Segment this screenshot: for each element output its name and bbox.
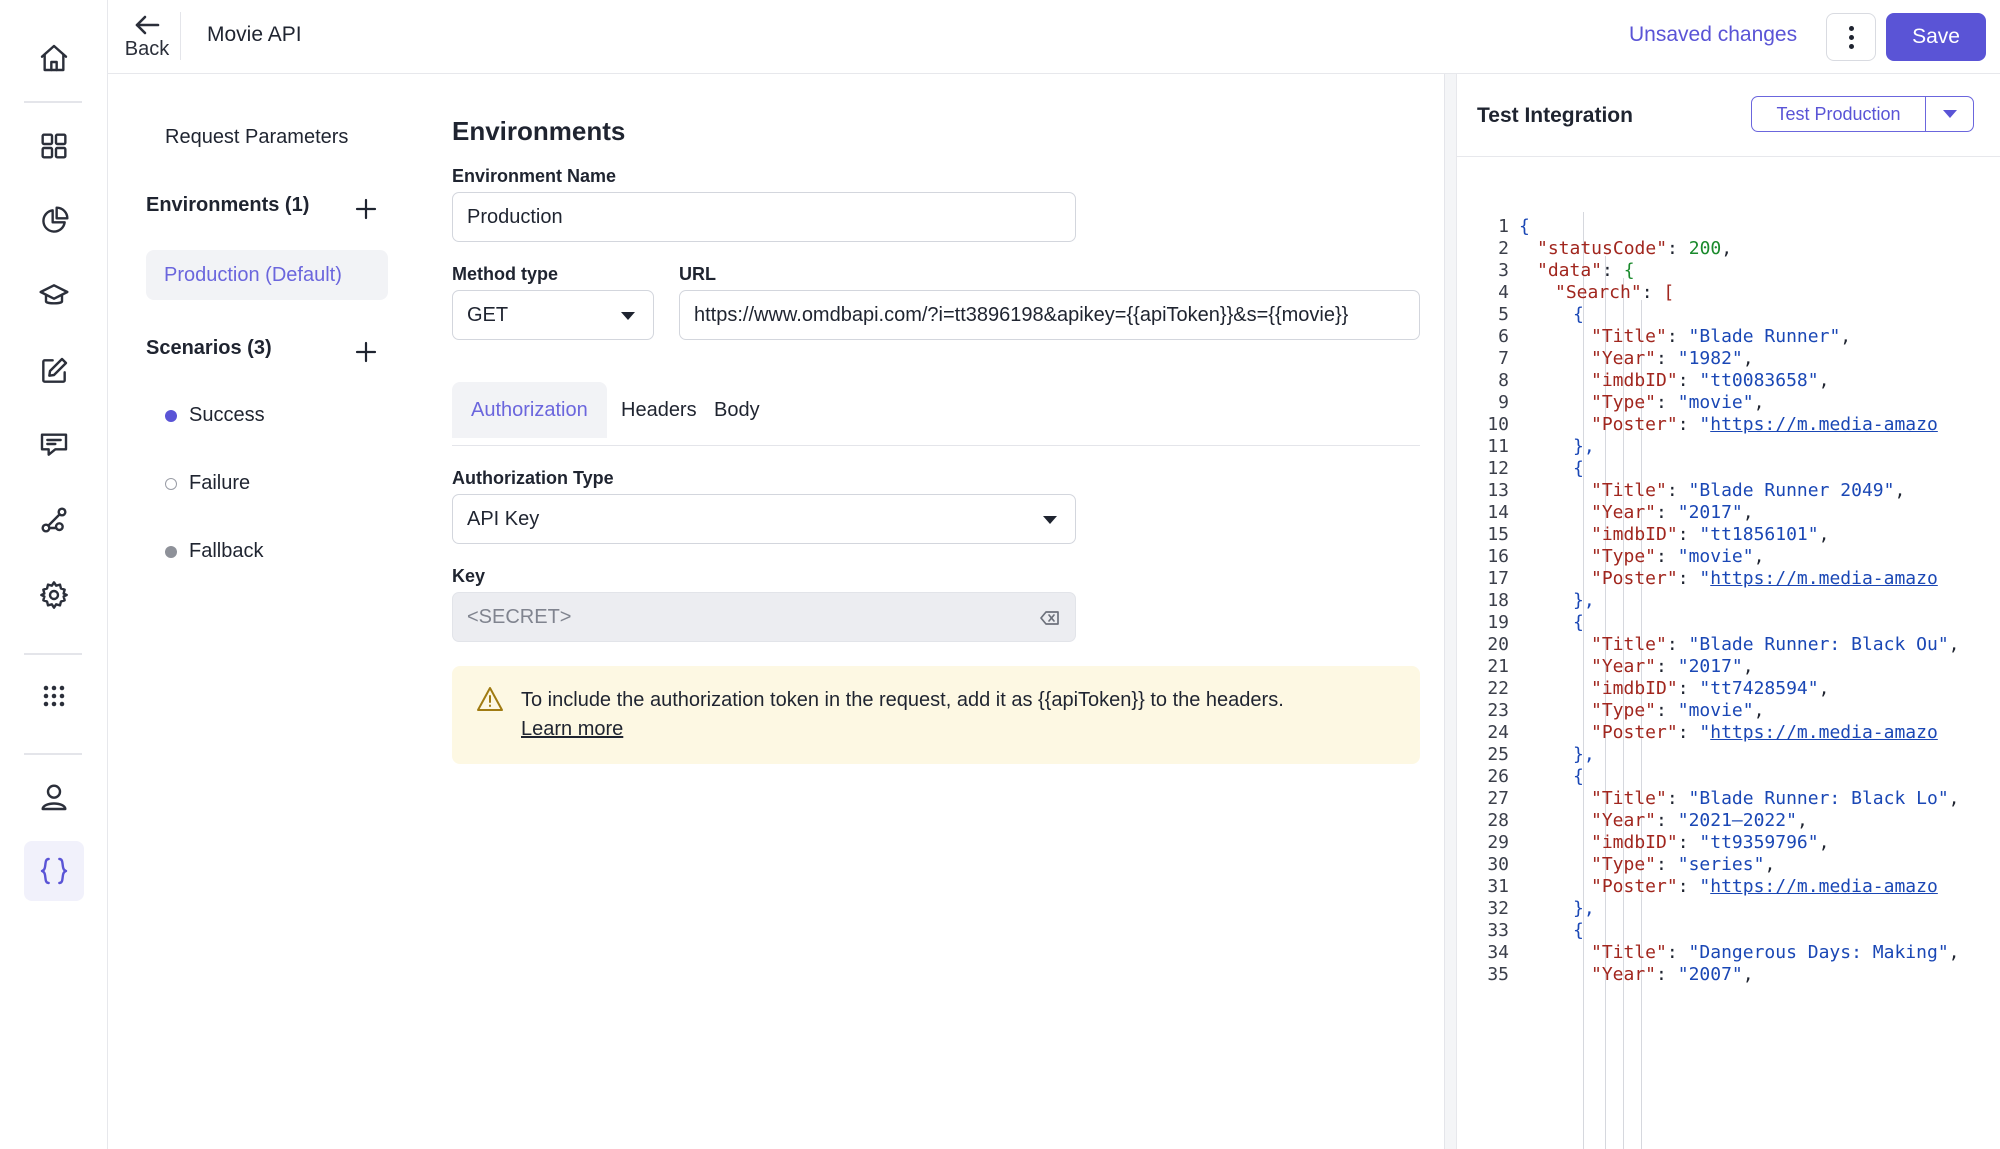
json-string-value: tt9359796 xyxy=(1710,832,1808,853)
settings-gear-icon[interactable] xyxy=(24,565,84,625)
line-number: 13 xyxy=(1487,480,1509,501)
kebab-dot xyxy=(1849,26,1854,31)
analytics-pie-icon[interactable] xyxy=(24,191,84,251)
back-label: Back xyxy=(124,37,170,60)
poster-link[interactable]: https://m.media-amazo xyxy=(1710,414,1938,435)
line-number: 14 xyxy=(1487,502,1509,523)
code-line: "Year": "2021–2022", xyxy=(1591,810,1808,831)
code-line: { xyxy=(1573,458,1584,479)
line-number: 20 xyxy=(1487,634,1509,655)
tab-headers[interactable]: Headers xyxy=(621,398,697,421)
code-line: "data": { xyxy=(1537,260,1635,281)
more-options-button[interactable] xyxy=(1826,13,1876,61)
code-line: "Poster": "https://m.media-amazo xyxy=(1591,722,1938,743)
alert-text: To include the authorization token in the request, add it as {{apiToken}} to the headers. xyxy=(521,689,1284,711)
header-divider xyxy=(180,12,181,60)
code-line: "Title": "Blade Runner: Black Lo", xyxy=(1591,788,1960,809)
code-line: "Title": "Dangerous Days: Making", xyxy=(1591,942,1960,963)
json-string-value: Dangerous Days: Making xyxy=(1699,942,1938,963)
json-string-value: 1982 xyxy=(1688,348,1732,369)
line-number: 1 xyxy=(1498,216,1509,237)
test-integration-panel xyxy=(1444,74,2000,1149)
line-number: 6 xyxy=(1498,326,1509,347)
tab-authorization[interactable]: Authorization xyxy=(452,382,607,438)
code-line: }, xyxy=(1573,898,1595,919)
environment-name-input[interactable]: Production xyxy=(452,192,1076,242)
line-number: 28 xyxy=(1487,810,1509,831)
code-line: "Year": "2017", xyxy=(1591,502,1754,523)
graduation-cap-icon[interactable] xyxy=(24,266,84,326)
line-number: 26 xyxy=(1487,766,1509,787)
code-line: "Year": "2007", xyxy=(1591,964,1754,985)
caret-down-icon xyxy=(621,312,635,320)
scenario-label: Fallback xyxy=(189,540,264,562)
status-code-value: 200 xyxy=(1688,238,1722,259)
status-dot-filled xyxy=(165,410,177,422)
line-number: 17 xyxy=(1487,568,1509,589)
code-line: }, xyxy=(1573,590,1595,611)
line-number: 15 xyxy=(1487,524,1509,545)
code-line: "imdbID": "tt7428594", xyxy=(1591,678,1830,699)
code-line: "Year": "1982", xyxy=(1591,348,1754,369)
code-line: "Poster": "https://m.media-amazo xyxy=(1591,568,1938,589)
panel-resize-handle[interactable] xyxy=(1445,74,1457,1149)
rail-divider xyxy=(24,653,82,655)
code-line: "Year": "2017", xyxy=(1591,656,1754,677)
scenario-label: Success xyxy=(189,404,265,426)
top-bar xyxy=(108,0,2000,74)
code-line: }, xyxy=(1573,436,1595,457)
scenario-item-success[interactable] xyxy=(165,404,265,427)
json-string-value: movie xyxy=(1688,700,1743,721)
code-line: { xyxy=(1573,766,1584,787)
code-line: "Poster": "https://m.media-amazo xyxy=(1591,876,1938,897)
apps-dots-icon[interactable] xyxy=(24,666,84,726)
icon-rail xyxy=(0,0,108,1149)
code-line: "statusCode": 200, xyxy=(1537,238,1733,259)
kebab-dot xyxy=(1849,44,1854,49)
code-line: "Search": [ xyxy=(1555,282,1675,303)
json-string-value: Blade Runner: Black Lo xyxy=(1699,788,1938,809)
json-string-value: Blade Runner 2049 xyxy=(1699,480,1884,501)
line-number: 11 xyxy=(1487,436,1509,457)
scenario-label: Failure xyxy=(189,472,251,494)
test-environment-dropdown[interactable] xyxy=(1925,96,1974,132)
dashboard-grid-icon[interactable] xyxy=(24,116,84,176)
line-number: 23 xyxy=(1487,700,1509,721)
url-input[interactable]: https://www.omdbapi.com/?i=tt3896198&apikey={{apiToken}}&s={{movie}} xyxy=(679,290,1420,340)
save-button[interactable]: Save xyxy=(1886,13,1986,61)
code-line: "Title": "Blade Runner", xyxy=(1591,326,1852,347)
key-input[interactable] xyxy=(452,592,1076,642)
line-number: 3 xyxy=(1498,260,1509,281)
json-string-value: movie xyxy=(1688,546,1743,567)
plus-icon xyxy=(352,338,380,366)
line-number: 19 xyxy=(1487,612,1509,633)
environments-heading: Environments (1) xyxy=(146,194,310,216)
line-number: 25 xyxy=(1487,744,1509,765)
code-line: { xyxy=(1573,612,1584,633)
code-line: "Type": "movie", xyxy=(1591,700,1765,721)
line-number: 5 xyxy=(1498,304,1509,325)
clear-input-icon[interactable] xyxy=(1039,607,1061,629)
code-line: "Poster": "https://m.media-amazo xyxy=(1591,414,1938,435)
line-number: 16 xyxy=(1487,546,1509,567)
unsaved-changes-indicator: Unsaved changes xyxy=(1629,23,1798,46)
authorization-type-value: API Key xyxy=(467,507,540,530)
json-string-value: tt1856101 xyxy=(1710,524,1808,545)
line-number: 34 xyxy=(1487,942,1509,963)
status-dot-filled xyxy=(165,546,177,558)
json-string-value: 2017 xyxy=(1688,656,1732,677)
line-number: 8 xyxy=(1498,370,1509,391)
line-number: 7 xyxy=(1498,348,1509,369)
line-number: 22 xyxy=(1487,678,1509,699)
json-string-value: movie xyxy=(1688,392,1743,413)
status-dot-hollow xyxy=(165,478,177,490)
kebab-dot xyxy=(1849,35,1854,40)
line-number: 21 xyxy=(1487,656,1509,677)
line-number: 9 xyxy=(1498,392,1509,413)
scenarios-heading: Scenarios (3) xyxy=(146,337,272,359)
line-number: 2 xyxy=(1498,238,1509,259)
rail-divider xyxy=(24,753,82,755)
code-line: "imdbID": "tt9359796", xyxy=(1591,832,1830,853)
indent-guide xyxy=(1583,212,1584,1149)
json-string-value: 2007 xyxy=(1688,964,1732,985)
rail-divider xyxy=(24,101,82,103)
method-type-value: GET xyxy=(467,303,509,326)
scenario-item-fallback[interactable] xyxy=(165,540,263,563)
scenario-item-failure[interactable] xyxy=(165,472,250,495)
request-tabs xyxy=(452,378,1420,446)
json-string-value: Blade Runner: Black Ou xyxy=(1699,634,1938,655)
environment-item-production[interactable]: Production (Default) xyxy=(146,250,388,300)
home-icon[interactable] xyxy=(24,28,84,88)
json-string-value: tt0083658 xyxy=(1710,370,1808,391)
integration-subnav xyxy=(108,74,408,1149)
integrations-flow-icon[interactable] xyxy=(24,490,84,550)
section-heading: Environments xyxy=(452,116,626,146)
method-type-select[interactable] xyxy=(452,290,654,340)
arrow-left-icon xyxy=(134,14,160,36)
key-value: <SECRET> xyxy=(467,605,572,628)
url-label: URL xyxy=(679,264,716,284)
code-line: "imdbID": "tt0083658", xyxy=(1591,370,1830,391)
line-number: 12 xyxy=(1487,458,1509,479)
code-line: { xyxy=(1573,920,1584,941)
line-number: 33 xyxy=(1487,920,1509,941)
line-number: 27 xyxy=(1487,788,1509,809)
caret-down-icon xyxy=(1943,110,1957,118)
line-number: 24 xyxy=(1487,722,1509,743)
panel-divider xyxy=(1457,156,2000,157)
method-type-label: Method type xyxy=(452,264,558,284)
add-scenario-button[interactable] xyxy=(352,338,380,366)
authorization-type-label: Authorization Type xyxy=(452,468,614,488)
add-environment-button[interactable] xyxy=(352,195,380,223)
json-string-value: 2021–2022 xyxy=(1688,810,1787,831)
response-code-viewer xyxy=(1457,182,2000,1149)
code-line: { xyxy=(1573,304,1584,325)
line-number: 10 xyxy=(1487,414,1509,435)
environment-name-label: Environment Name xyxy=(452,166,617,186)
code-line: }, xyxy=(1573,744,1595,765)
line-number: 4 xyxy=(1498,282,1509,303)
code-line: "Title": "Blade Runner: Black Ou", xyxy=(1591,634,1960,655)
json-string-value: tt7428594 xyxy=(1710,678,1808,699)
line-number: 31 xyxy=(1487,876,1509,897)
authorization-type-select[interactable] xyxy=(452,494,1076,544)
code-line: "Type": "movie", xyxy=(1591,392,1765,413)
code-line: "Type": "series", xyxy=(1591,854,1776,875)
poster-link[interactable]: https://m.media-amazo xyxy=(1710,722,1938,743)
subnav-item-request-parameters[interactable]: Request Parameters xyxy=(165,126,349,148)
code-line: { xyxy=(1519,216,1530,237)
page-title: Movie API xyxy=(207,23,302,46)
line-number: 29 xyxy=(1487,832,1509,853)
caret-down-icon xyxy=(1043,516,1057,524)
plus-icon xyxy=(352,195,380,223)
line-number: 18 xyxy=(1487,590,1509,611)
back-button[interactable] xyxy=(112,8,182,66)
line-number: 35 xyxy=(1487,964,1509,985)
json-string-value: Blade Runner xyxy=(1699,326,1830,347)
line-number: 32 xyxy=(1487,898,1509,919)
chat-icon[interactable] xyxy=(24,414,84,474)
key-label: Key xyxy=(452,566,486,586)
poster-link[interactable]: https://m.media-amazo xyxy=(1710,568,1938,589)
json-string-value: 2017 xyxy=(1688,502,1732,523)
user-icon[interactable] xyxy=(24,767,84,827)
code-line: "Title": "Blade Runner 2049", xyxy=(1591,480,1906,501)
alert-message xyxy=(521,686,1284,744)
json-string-value: series xyxy=(1688,854,1754,875)
code-line: "Type": "movie", xyxy=(1591,546,1765,567)
edit-icon[interactable] xyxy=(24,341,84,401)
line-number: 30 xyxy=(1487,854,1509,875)
tab-body[interactable]: Body xyxy=(714,398,760,421)
poster-link[interactable]: https://m.media-amazo xyxy=(1710,876,1938,897)
code-line: "imdbID": "tt1856101", xyxy=(1591,524,1830,545)
environment-form xyxy=(450,74,1420,1149)
test-integration-title: Test Integration xyxy=(1477,104,1633,127)
code-braces-icon[interactable] xyxy=(24,841,84,901)
authorization-info-alert xyxy=(452,666,1420,764)
warning-icon xyxy=(476,686,504,712)
test-production-button[interactable]: Test Production xyxy=(1751,96,1926,132)
learn-more-link[interactable]: Learn more xyxy=(521,718,624,740)
